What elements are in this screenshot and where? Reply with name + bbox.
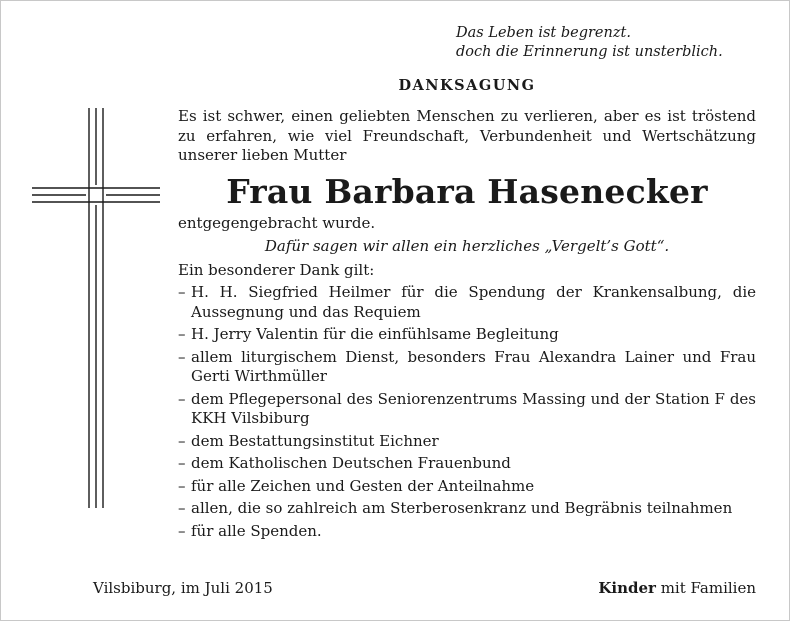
signature-rest: mit Familien bbox=[655, 579, 756, 597]
dash-marker: – bbox=[178, 347, 186, 366]
deceased-name: Frau Barbara Hasenecker bbox=[226, 171, 708, 211]
thanks-list bbox=[178, 283, 756, 541]
signature bbox=[598, 579, 756, 597]
list-item-text: für alle Spenden. bbox=[191, 521, 322, 540]
list-item bbox=[178, 283, 756, 322]
list-item bbox=[178, 348, 756, 387]
list-item bbox=[178, 477, 756, 497]
after-name-text: entgegengebracht wurde. bbox=[178, 213, 376, 232]
dash-marker: – bbox=[178, 521, 186, 540]
dash-marker: – bbox=[178, 325, 186, 343]
dash-marker: – bbox=[178, 476, 186, 495]
list-item-text: dem Bestattungsinstitut Eichner bbox=[191, 431, 439, 450]
list-item-text: dem Pflegepersonal des Seniorenzentrums Massing und der Station F des KKH Vilsbiburg bbox=[191, 389, 756, 427]
list-item bbox=[178, 390, 756, 429]
list-item-text: H. Jerry Valentin für die einfühlsame Begleitung bbox=[191, 325, 559, 343]
thanks-line: Dafür sagen wir allen ein herzliches „Vergelt’s Gott“. bbox=[264, 237, 670, 255]
list-item bbox=[178, 499, 756, 519]
heading-danksagung: DANKSAGUNG bbox=[398, 77, 536, 94]
signature-bold: Kinder bbox=[598, 579, 656, 597]
dash-marker: – bbox=[178, 283, 186, 301]
motto bbox=[456, 24, 756, 62]
list-item bbox=[178, 522, 756, 542]
dash-marker: – bbox=[178, 389, 186, 408]
list-item bbox=[178, 432, 756, 452]
intro-text: Es ist schwer, einen geliebten Menschen zu verlieren, aber es ist tröstend zu erfahren, wie viel Freundschaft, Verbundenheit und Wertschätzung unserer lieben Mutter bbox=[178, 107, 756, 164]
motto-line-2: doch die Erinnerung ist unsterblich. bbox=[456, 44, 723, 60]
dash-marker: – bbox=[178, 431, 186, 450]
list-item-text: H. H. Siegfried Heilmer für die Spendung der Krankensalbung, die Aussegnung und das Requiem bbox=[191, 283, 756, 321]
place-date: Vilsbiburg, im Juli 2015 bbox=[93, 579, 273, 597]
list-item bbox=[178, 454, 756, 474]
dash-marker: – bbox=[178, 454, 186, 472]
dash-marker: – bbox=[178, 499, 186, 517]
special-thanks-label: Ein besonderer Dank gilt: bbox=[178, 260, 375, 279]
list-item-text: allem liturgischem Dienst, besonders Frau Alexandra Lainer und Frau Gerti Wirthmüller bbox=[191, 347, 756, 385]
cross-icon bbox=[32, 108, 160, 508]
notice-body bbox=[178, 107, 756, 541]
list-item-text: für alle Zeichen und Gesten der Anteilnahme bbox=[191, 476, 535, 495]
list-item bbox=[178, 325, 756, 345]
motto-line-1: Das Leben ist begrenzt. bbox=[456, 25, 631, 41]
list-item-text: dem Katholischen Deutschen Frauenbund bbox=[191, 454, 511, 472]
list-item-text: allen, die so zahlreich am Sterberosenkranz und Begräbnis teilnahmen bbox=[191, 499, 733, 517]
